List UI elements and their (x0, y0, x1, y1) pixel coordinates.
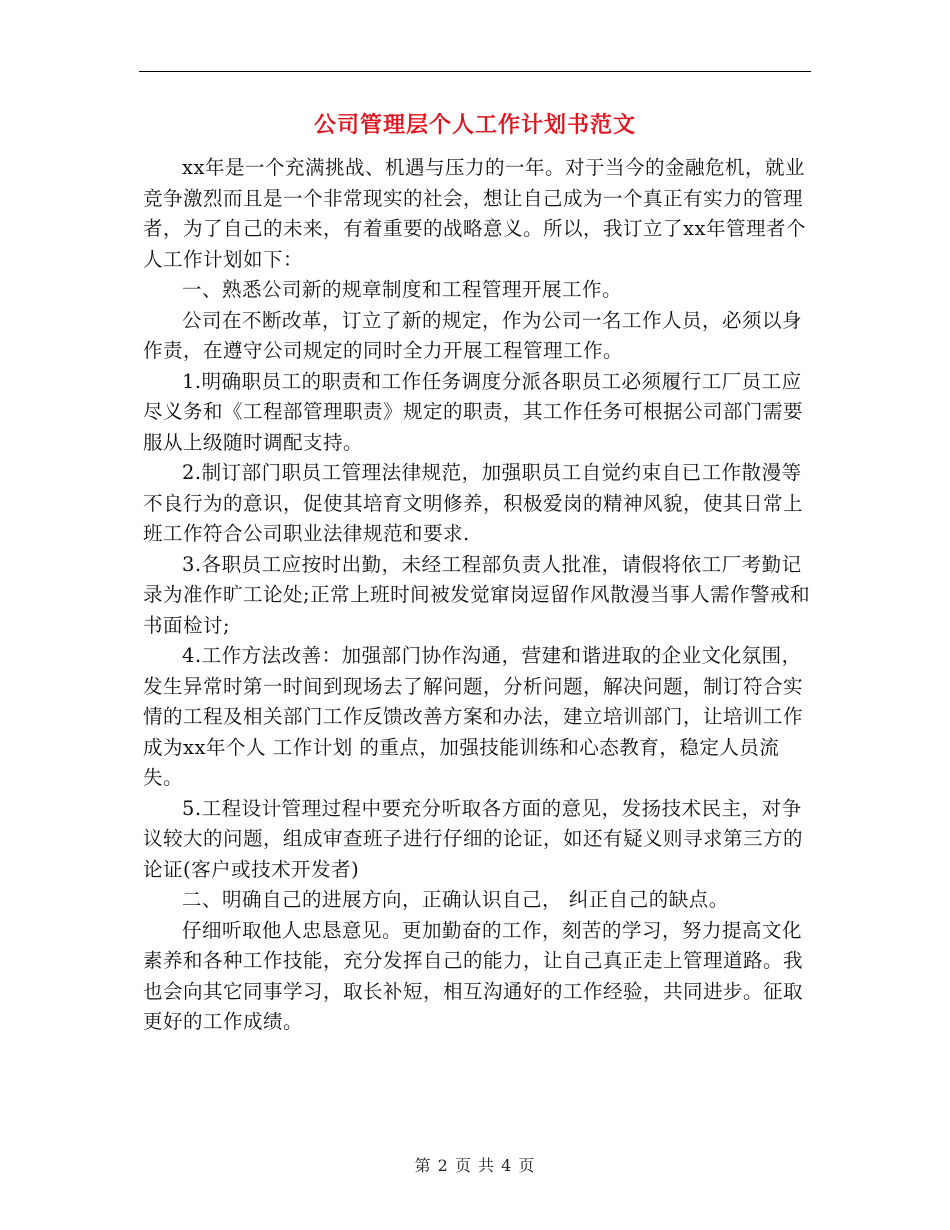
list-item-2: 2.制订部门职员工管理法律规范，加强职员工自觉约束自已工作散漫等不良行为的意识，促使其培育文明修养，积极爱岗的精神风貌，使其日常上班工作符合公司职业法律规范和要求. (143, 461, 804, 545)
document-body (143, 153, 815, 1038)
header-rule (139, 71, 811, 72)
list-item-4: 4.工作方法改善：加强部门协作沟通，营建和谐进取的企业文化氛围，发生异常时第一时间到现场去了解问题，分析问题，解决问题，制订符合实情的工程及相关部门工作反馈改善方案和办法，建立培训部门，让培训工作成为xx年个人 工作计划 的重点，加强技能训练和心态教育，稳定人员流失。 (143, 644, 804, 789)
paragraph-section-1: 公司在不断改革，订立了新的规定，作为公司一名工作人员，必须以身作责，在遵守公司规定的同时全力开展工程管理工作。 (143, 308, 803, 362)
section-heading-1: 一、熟悉公司新的规章制度和工程管理开展工作。 (182, 278, 623, 301)
list-item-3: 3.各职员工应按时出勤，未经工程部负责人批准，请假将依工厂考勤记录为准作旷工论处;正常上班时间被发觉窜岗逗留作风散漫当事人需作警戒和书面检讨; (143, 552, 811, 637)
paragraph-intro: xx年是一个充满挑战、机遇与压力的一年。对于当今的金融危机，就业竞争激烈而且是一个非常现实的社会，想让自己成为一个真正有实力的管理者，为了自己的未来，有着重要的战略意义。所以，我订立了xx年管理者个人工作计划如下： (143, 156, 806, 271)
section-heading-2: 二、明确自己的进展方向，正确认识自己， 纠正自己的缺点。 (182, 888, 729, 911)
paragraph-section-2: 仔细听取他人忠恳意见。更加勤奋的工作，刻苦的学习，努力提高文化素养和各种工作技能，充分发挥自己的能力，让自己真正走上管理道路。我也会向其它同事学习，取长补短，相互沟通好的工作经验，共同进步。征取更好的工作成绩。 (143, 918, 804, 1033)
list-item-5: 5.工程设计管理过程中要充分听取各方面的意见，发扬技术民主，对争议较大的问题，组成审查班子进行仔细的论证，如还有疑义则寻求第三方的论证(客户或技术开发者) (143, 796, 804, 881)
page-number: 第 2 页 共 4 页 (414, 1156, 536, 1175)
document-title: 公司管理层个人工作计划书范文 (313, 112, 636, 138)
list-item-1: 1.明确职员工的职责和工作任务调度分派各职员工必须履行工厂员工应尽义务和《工程部管理职责》规定的职责，其工作任务可根据公司部门需要服从上级随时调配支持。 (143, 369, 804, 454)
